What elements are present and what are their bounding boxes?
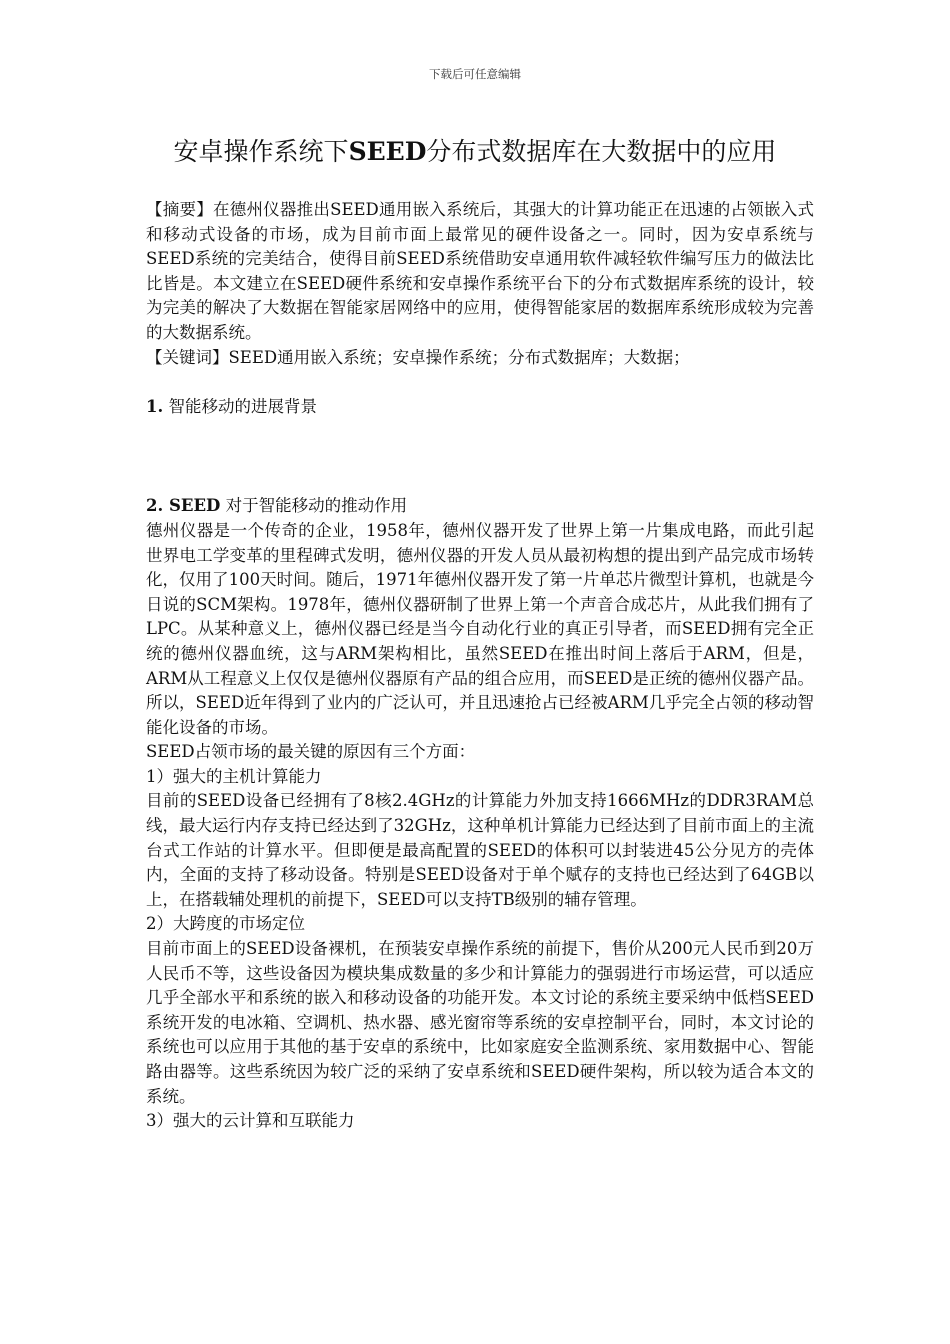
subheading: 1）强大的主机计算能力 [146,766,322,786]
title-suffix: 分布式数据库在大数据中的应用 [426,137,777,166]
section-2-title: 对于智能移动的推动作用 [225,496,408,516]
page-title [0,132,950,168]
body-paragraph: 德州仪器是一个传奇的企业，1958年，德州仪器开发了世界上第一片集成电路，而此引起世界电工学变革的里程碑式发明，德州仪器的开发人员从最初构想的提出到产品完成市场转化，仅用了100天时间。随后，1971年德州仪器开发了第一片单芯片微型计算机，也就是今日说的SCM架构。1978年，德州仪器研制了世界上第一个声音合成芯片，从此我们拥有了LPC。从某种意义上，德州仪器已经是当今自动化行业的真正引导者，而SEED拥有完全正统的德州仪器血统，这与ARM架构相比，虽然SEED在推出时间上落后于ARM，但是，ARM从工程意义上仅仅是德州仪器原有产品的组合应用，而SEED是正统的德州仪器产品。所以，SEED近年得到了业内的广泛认可，并且迅速抢占已经被ARM几乎完全占领的移动智能化设备的市场。 [146,520,814,737]
section-2-heading [146,494,814,519]
subheading: 3）强大的云计算和互联能力 [146,1111,355,1131]
spacer [146,419,814,494]
document-body [146,198,814,1134]
title-bold: SEED [348,137,427,166]
abstract-paragraph: 【摘要】在德州仪器推出SEED通用嵌入系统后，其强大的计算功能正在迅速的占领嵌入式和移动式设备的市场，成为目前市面上最常见的硬件设备之一。同时，因为安卓系统与SEED系统的完美结合，使得目前SEED系统借助安卓通用软件减轻软件编写压力的做法比比皆是。本文建立在SEED硬件系统和安卓操作系统平台下的分布式数据库系统的设计，较为完美的解决了大数据在智能家居网络中的应用，使得智能家居的数据库系统形成较为完善的大数据系统。 [146,200,814,342]
subheading: 2）大跨度的市场定位 [146,914,305,934]
spacer [146,370,814,395]
section-1-heading [146,395,814,420]
body-paragraph: SEED占领市场的最关键的原因有三个方面： [146,742,476,762]
body-paragraph: 目前的SEED设备已经拥有了8核2.4GHz的计算能力外加支持1666MHz的DDR3RAM总线，最大运行内存支持已经达到了32GHz，这种单机计算能力已经达到了目前市面上的主流台式工作站的计算水平。但即便是最高配置的SEED的体积可以封装进45公分见方的壳体内，全面的支持了移动设备。特别是SEED设备对于单个赋存的支持也已经达到了64GB以上，在搭载辅处理机的前提下，SEED可以支持TB级别的辅存管理。 [146,791,814,909]
section-1-title: 智能移动的进展背景 [168,396,317,416]
header-note: 下载后可任意编辑 [429,67,521,81]
body-paragraph: 目前市面上的SEED设备裸机，在预装安卓操作系统的前提下，售价从200元人民币到20万人民币不等，这些设备因为模块集成数量的多少和计算能力的强弱进行市场运营，可以适应几乎全部水平和系统的嵌入和移动设备的功能开发。本文讨论的系统主要采纳中低档SEED系统开发的电冰箱、空调机、热水器、感光窗帘等系统的安卓控制平台，同时，本文讨论的系统也可以应用于其他的基于安卓的系统中，比如家庭安全监测系统、家用数据中心、智能路由器等。这些系统因为较广泛的采纳了安卓系统和SEED硬件架构，所以较为适合本文的系统。 [146,939,814,1106]
title-prefix: 安卓操作系统下 [173,137,349,166]
section-2-number: 2. SEED [146,496,221,516]
keywords-paragraph: 【关键词】SEED通用嵌入系统；安卓操作系统；分布式数据库；大数据； [146,347,690,367]
section-1-number: 1. [146,396,164,416]
